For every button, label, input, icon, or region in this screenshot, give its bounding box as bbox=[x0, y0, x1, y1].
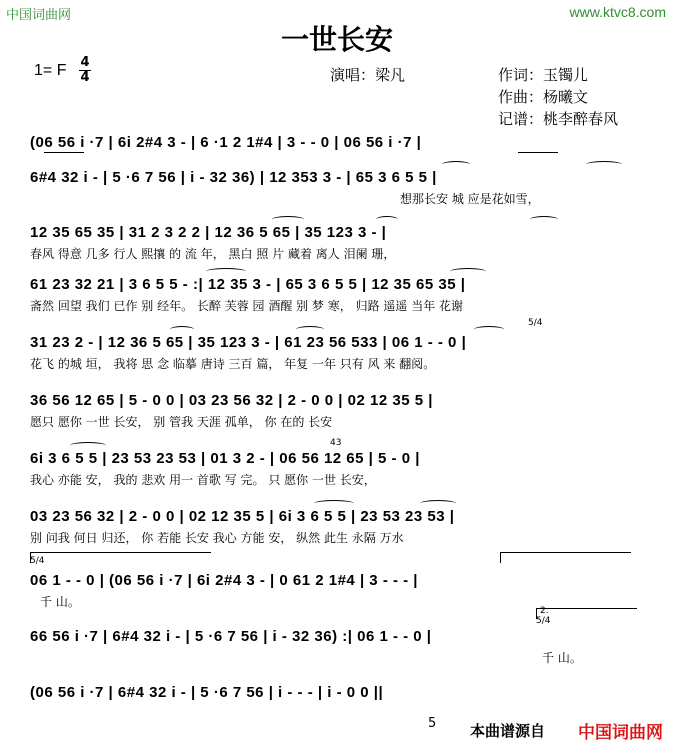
footer-site-link[interactable]: 中国词曲网 bbox=[578, 723, 663, 743]
tie bbox=[70, 442, 106, 449]
tie bbox=[376, 216, 398, 223]
row-1-notes: (06 56 i ·7 | 6i 2#4 3 - | 6 ·1 2 1#4 | 3 - - 0 | 06 56 i ·7 | bbox=[30, 133, 422, 151]
tie bbox=[314, 500, 354, 507]
tie bbox=[530, 216, 558, 223]
footer-source-label: 本曲谱源自 bbox=[470, 722, 546, 740]
row-7-lyrics: 我心 亦能 安， 我的 悲欢 用一 首歌 写 完。 只 愿你 一世 长安， bbox=[30, 473, 376, 487]
row-8-lyrics: 别 问我 何日 归还， 你 若能 长安 我心 方能 安， 纵然 此生 永隔 万水 bbox=[30, 531, 404, 545]
tie bbox=[586, 161, 622, 168]
lyricist-credit: 作词：玉镯儿 bbox=[498, 66, 589, 84]
meter-bottom: 4 bbox=[80, 70, 90, 85]
row-4-notes: 61 23 32 21 | 3 6 5 5 - :| 12 35 3 - | 65 3 6 5 5 | 12 35 65 35 | bbox=[30, 275, 466, 293]
tie bbox=[420, 500, 456, 507]
volta-bracket-1 bbox=[30, 552, 211, 563]
tie bbox=[442, 161, 470, 168]
row-8-notes: 03 23 56 32 | 2 - 0 0 | 02 12 35 5 | 6i 3 6 5 5 | 23 53 23 53 | bbox=[30, 507, 455, 525]
composer-credit: 作曲：杨曦文 bbox=[498, 88, 589, 106]
row-9-notes: 06 1 - - 0 | (06 56 i ·7 | 6i 2#4 3 - | 0 61 2 1#4 | 3 - - - | bbox=[30, 571, 418, 589]
meter-change-mark: 5/4 bbox=[30, 556, 45, 566]
row-3-notes: 12 35 65 35 | 31 2 3 2 2 | 12 36 5 65 | 35 123 3 - | bbox=[30, 223, 387, 241]
row-10-notes: 66 56 i ·7 | 6#4 32 i - | 5 ·6 7 56 | i - 32 36) :| 06 1 - - 0 | bbox=[30, 627, 432, 645]
volta-number-2: 2. bbox=[540, 606, 549, 616]
tie bbox=[206, 268, 246, 275]
tie bbox=[296, 326, 324, 333]
row-10-lyrics: 千 山。 bbox=[542, 651, 582, 665]
song-title: 一世长安 bbox=[280, 23, 393, 56]
row-6-lyrics: 愿只 愿你 一世 长安， 别 管我 天涯 孤单， 你 在的 长安 bbox=[30, 415, 333, 429]
singer-credit: 演唱：梁凡 bbox=[330, 66, 406, 84]
row-4-lyrics: 斋然 回望 我们 已作 别 经年。 长醉 芙蓉 园 酒醒 别 梦 寒， 归路 遥遥 当年 花谢 bbox=[30, 299, 464, 313]
page-number: 5 bbox=[428, 716, 437, 731]
key-signature: 1= F bbox=[34, 62, 67, 79]
row-2-notes: 6#4 32 i - | 5 ·6 7 56 | i - 32 36) | 12 353 3 - | 65 3 6 5 5 | bbox=[30, 168, 437, 186]
row-11-notes: (06 56 i ·7 | 6#4 32 i - | 5 ·6 7 56 | i - - - | i - 0 0 || bbox=[30, 683, 384, 701]
row-7-notes: 6i 3 6 5 5 | 23 53 23 53 | 01 3 2 - | 06 56 12 65 | 5 - 0 | bbox=[30, 449, 420, 467]
tie bbox=[170, 326, 194, 333]
beam bbox=[44, 152, 84, 153]
watermark-left: 中国词曲网 bbox=[6, 8, 72, 23]
tie bbox=[450, 268, 486, 275]
meter-change-mark: 5/4 bbox=[528, 318, 543, 328]
row-9-lyrics: 千 山。 bbox=[40, 595, 80, 609]
meter-change-mark: 5/4 bbox=[536, 616, 551, 626]
volta-bracket-extension bbox=[500, 552, 631, 563]
watermark-right: www.ktvc8.com bbox=[569, 4, 666, 20]
beam bbox=[518, 152, 558, 153]
grace-note-mark: 43 bbox=[330, 438, 342, 448]
row-6-notes: 36 56 12 65 | 5 - 0 0 | 03 23 56 32 | 2 - 0 0 | 02 12 35 5 | bbox=[30, 391, 433, 409]
tie bbox=[474, 326, 504, 333]
row-5-notes: 31 23 2 - | 12 36 5 65 | 35 123 3 - | 61 23 56 533 | 06 1 - - 0 | bbox=[30, 333, 467, 351]
row-5-lyrics: 花飞 的城 垣， 我将 思 念 临摹 唐诗 三百 篇， 年复 一年 只有 风 来 翻阅。 bbox=[30, 357, 436, 371]
row-2-lyrics: 想那长安 城 应是花如雪， bbox=[400, 192, 540, 206]
tie bbox=[272, 216, 304, 223]
meter-top: 4 bbox=[80, 55, 90, 70]
row-3-lyrics: 春风 得意 几多 行人 熙攘 的 流 年， 黑白 照 片 藏着 离人 泪阑 珊， bbox=[30, 247, 396, 261]
time-signature bbox=[78, 56, 92, 85]
transcriber-credit: 记谱：桃李醉春风 bbox=[498, 110, 619, 128]
volta-bracket-2 bbox=[536, 608, 637, 619]
